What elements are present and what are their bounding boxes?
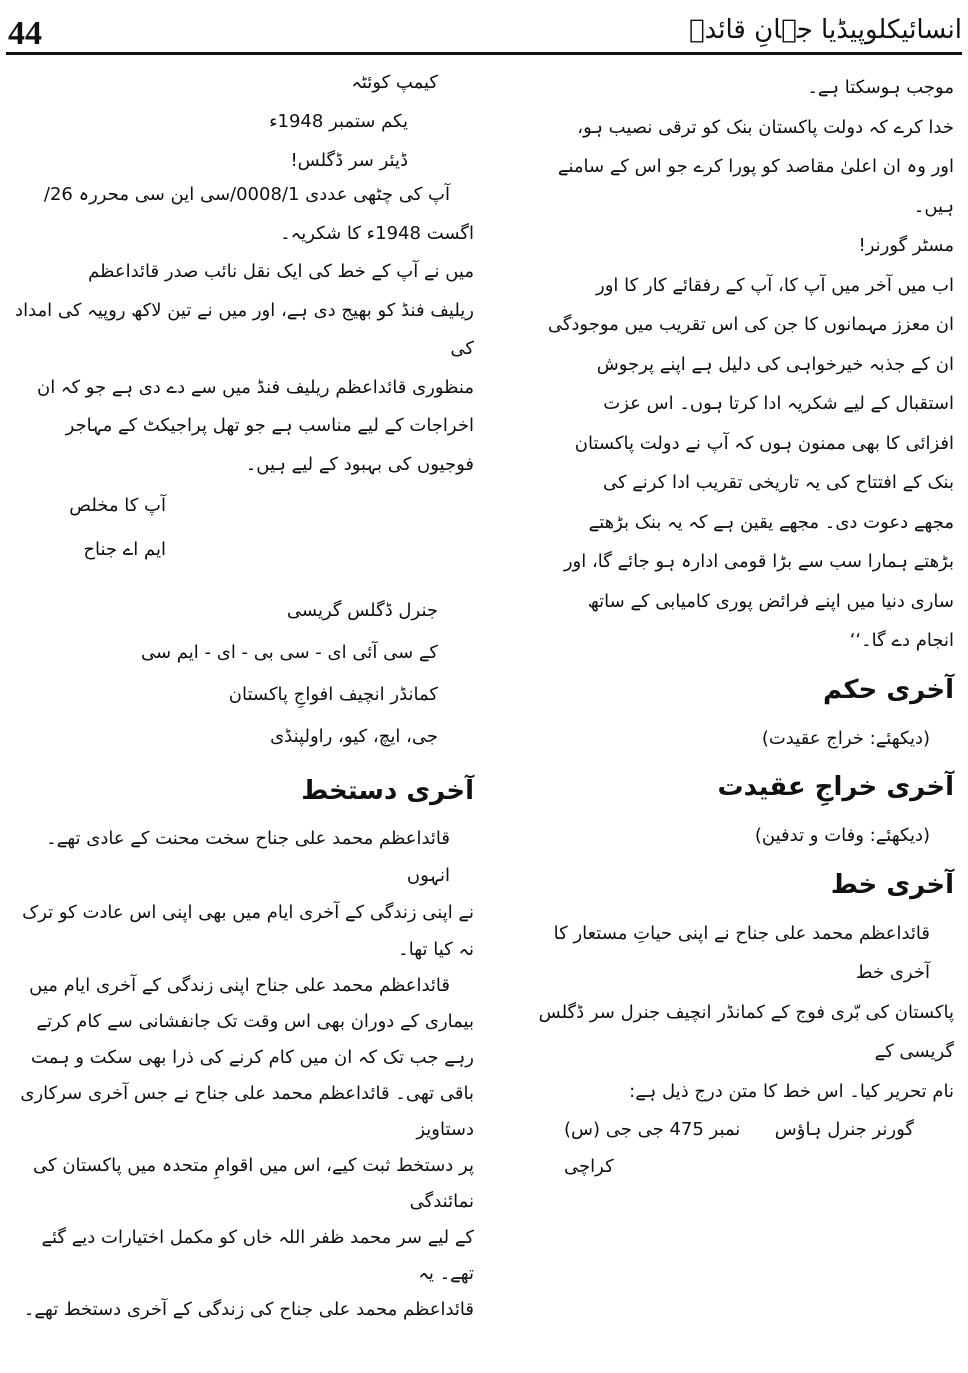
recipient-line: کے سی آئی ای - سی بی - ای - ایم سی: [141, 642, 438, 663]
recipient-line: کمانڈر انچیف افواجِ پاکستان: [228, 684, 438, 705]
recipient-line: جی، ایچ، کیو، راولپنڈی: [270, 726, 438, 747]
recipient-block: [14, 590, 474, 758]
left-column: [14, 68, 474, 1328]
header-rule: [6, 52, 962, 55]
text-line: نام تحریر کیا۔ اس خط کا متن درج ذیل ہے:: [629, 1080, 954, 1102]
text-line: قائداعظم محمد علی جناح کی زندگی کے آخری دستخط تھے۔: [23, 1299, 474, 1320]
text-line: فوجیوں کی بہبود کے لیے ہیں۔: [245, 453, 474, 475]
text-line: رہے جب تک کہ ان میں کام کرنے کی ذرا بھی سکت و ہمت: [30, 1047, 474, 1068]
letter-date: یکم ستمبر 1948ء: [269, 111, 408, 132]
text-line: باقی تھی۔ قائداعظم محمد علی جناح نے جس آخری سرکاری دستاویز: [20, 1083, 474, 1140]
signoff-closing: آپ کا مخلص: [69, 495, 166, 516]
text-line: قائداعظم محمد علی جناح اپنی زندگی کے آخری ایام میں: [29, 975, 450, 996]
signoff-name: ایم اے جناح: [83, 539, 166, 560]
text-line: خدا کرے کہ دولت پاکستان بنک کو ترقی نصیب ہو،: [577, 116, 954, 138]
letter-place: کیمپ کوئٹہ: [351, 72, 438, 93]
text-line: ان معزز مہمانوں کا جن کی اس تقریب میں موجودگی: [547, 314, 954, 335]
text-line: پاکستان کی بّری فوج کے کمانڈر انچیف جنرل سر ڈگلس گریسی کے: [538, 1001, 954, 1062]
text-line: بنک کے افتتاح کی یہ تاریخی تقریب ادا کرنے کی: [602, 472, 954, 493]
running-head: انسائیکلوپیڈیا جہانِ قائدؒ: [689, 15, 962, 45]
text-line: پر دستخط ثبت کیے، اس میں اقوامِ متحدہ میں پاکستان کی نمائندگی: [33, 1155, 474, 1212]
text-line: بڑھتے ہمارا سب سے بڑا قومی ادارہ ہو جائے گا، اور: [563, 551, 954, 572]
text-line: انجام دے گا۔‘‘: [849, 630, 954, 651]
heading-last-tribute: آخری خراجِ عقیدت: [717, 772, 954, 802]
cross-reference: (دیکھئے: وفات و تدفین): [754, 825, 930, 846]
text-line: قائداعظم محمد علی جناح نے اپنی حیاتِ مستعار کا آخری خط: [553, 922, 930, 983]
signoff: [14, 484, 474, 572]
text-line: ان کے جذبہ خیرخواہی کی دلیل ہے اپنے پرجوش: [596, 353, 954, 375]
text-line: اخراجات کے لیے مناسب ہے جو تھل پراجیکٹ کے مہاجر: [65, 415, 474, 436]
text-line: میں نے آپ کے خط کی ایک نقل نائب صدر قائداعظم: [88, 261, 474, 282]
text-line: مسٹر گورنر!: [858, 235, 954, 256]
page-number: 44: [8, 15, 42, 52]
heading-last-signature: آخری دستخط: [301, 776, 474, 806]
text-line: نے اپنی زندگی کے آخری ایام میں بھی اپنی اس عادت کو ترک: [22, 902, 474, 923]
text-line: مجھے دعوت دی۔ مجھے یقین ہے کہ یہ بنک بڑھتے: [588, 511, 954, 533]
address-city: کراچی: [564, 1156, 614, 1177]
heading-last-order: آخری حکم: [823, 674, 954, 705]
text-line: افزائی کا بھی ممنون ہوں کہ آپ نے دولت پاکستان: [574, 432, 954, 454]
text-line: قائداعظم محمد علی جناح سخت محنت کے عادی تھے۔ انہوں: [46, 828, 450, 886]
text-line: آپ کی چٹھی عددی 0008/1/سی این سی محررہ 26/: [43, 184, 450, 205]
letter-salutation: ڈیئر سر ڈگلس!: [290, 150, 408, 171]
text-line: ہیں۔: [913, 195, 954, 217]
right-column: [514, 68, 954, 1185]
letter-head: [14, 68, 474, 176]
text-line: منظوری قائداعظم ریلیف فنڈ میں سے دے دی ہے جو کہ ان: [36, 376, 474, 398]
text-line: اگست 1948ء کا شکریہ۔: [280, 222, 474, 244]
text-line: موجب ہوسکتا ہے۔: [807, 77, 954, 98]
heading-last-letter: آخری خط: [830, 869, 954, 900]
cross-reference: (دیکھئے: خراج عقیدت): [761, 727, 930, 749]
text-line: کے لیے سر محمد ظفر اللہ خاں کو مکمل اختیارات دیے گئے تھے۔ یہ: [41, 1227, 474, 1284]
text-line: بیماری کے دوران بھی اس وقت تک جانفشانی سے کام کرتے: [36, 1011, 474, 1032]
text-line: اب میں آخر میں آپ کا، آپ کے رفقائے کار کا اور: [596, 274, 954, 296]
text-line: اور وہ ان اعلیٰ مقاصد کو پورا کرے جو اس کے سامنے: [557, 156, 954, 177]
text-line: نہ کیا تھا۔: [398, 939, 474, 960]
letter-address-row: [514, 1111, 954, 1148]
text-line: ساری دنیا میں اپنے فرائض پوری کامیابی کے ساتھ: [587, 590, 954, 612]
recipient-line: جنرل ڈگلس گریسی: [286, 600, 438, 621]
text-line: استقبال کے لیے شکریہ ادا کرتا ہوں۔ اس عزت: [603, 393, 954, 414]
address-sender: گورنر جنرل ہاؤس: [774, 1119, 914, 1140]
letter-number: نمبر 475 جی جی (س): [564, 1119, 741, 1140]
text-line: ریلیف فنڈ کو بھیج دی ہے، اور میں نے تین لاکھ روپیہ کی امداد کی: [15, 299, 474, 359]
